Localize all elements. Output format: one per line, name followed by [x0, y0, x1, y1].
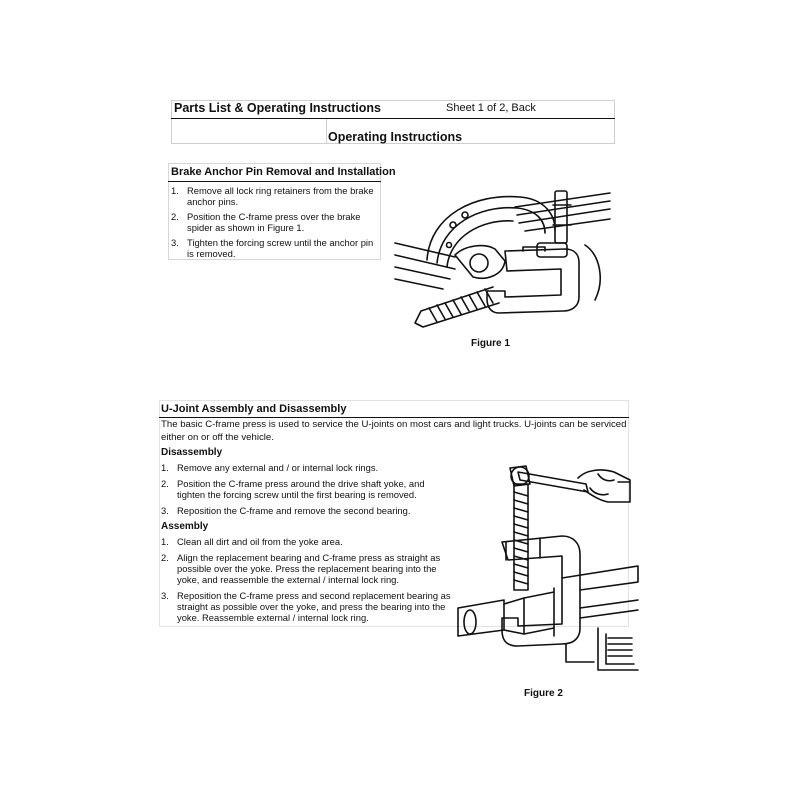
ujoint-section-rule — [159, 417, 629, 418]
step-text: Reposition the C-frame and remove the second bearing. — [177, 505, 411, 516]
disassembly-heading: Disassembly — [161, 447, 223, 458]
ujoint-intro: The basic C-frame press is used to service the U-joints on most cars and light trucks. U-joints can be serviced either on or off the vehicle. — [161, 419, 627, 443]
step-text: Reposition the C-frame press and second replacement bearing as straight as possible over the yoke, and press the bearing into the yoke. Reassemble external / internal lock ring. — [177, 590, 451, 623]
figure-2-illustration — [458, 458, 638, 680]
list-item — [171, 211, 376, 233]
ujoint-section-title: U-Joint Assembly and Disassembly — [161, 403, 347, 415]
assembly-heading: Assembly — [161, 521, 209, 532]
step-number: 1. — [161, 536, 169, 547]
figure-2-caption: Figure 2 — [524, 688, 563, 699]
step-number: 3. — [171, 237, 179, 248]
list-item — [161, 590, 451, 623]
list-item — [161, 536, 451, 547]
disassembly-steps-list — [161, 462, 451, 521]
step-number: 2. — [171, 211, 179, 222]
list-item — [161, 462, 451, 473]
subtitle-divider — [326, 119, 327, 144]
step-text: Clean all dirt and oil from the yoke area. — [177, 536, 343, 547]
step-number: 1. — [161, 462, 169, 473]
step-text: Remove all lock ring retainers from the brake anchor pins. — [187, 185, 374, 207]
step-text: Position the C-frame press around the drive shaft yoke, and tighten the forcing screw until the first bearing is removed. — [177, 478, 425, 500]
section-heading: Operating Instructions — [328, 130, 463, 144]
step-text: Position the C-frame press over the brake spider as shown in Figure 1. — [187, 211, 361, 233]
list-item — [171, 237, 376, 259]
step-number: 1. — [171, 185, 179, 196]
brake-section-title: Brake Anchor Pin Removal and Installation — [171, 166, 396, 178]
list-item — [161, 552, 451, 585]
step-number: 3. — [161, 505, 169, 516]
step-text: Align the replacement bearing and C-frame press as straight as possible over the yoke. Press the replacement bearing into the yoke, and reassemble the external / internal lock ring. — [177, 552, 441, 585]
brake-steps-list — [171, 185, 376, 263]
list-item — [161, 478, 451, 500]
assembly-steps-list — [161, 536, 451, 628]
figure-1-caption: Figure 1 — [471, 338, 510, 349]
step-number: 2. — [161, 552, 169, 563]
list-item — [171, 185, 376, 207]
step-text: Tighten the forcing screw until the anchor pin is removed. — [187, 237, 374, 259]
page-title: Parts List & Operating Instructions — [174, 101, 381, 115]
step-text: Remove any external and / or internal lock rings. — [177, 462, 379, 473]
sheet-label: Sheet 1 of 2, Back — [446, 102, 536, 114]
figure-1-illustration — [395, 185, 610, 330]
header-divider — [171, 118, 615, 119]
list-item — [161, 505, 451, 516]
step-number: 3. — [161, 590, 169, 601]
brake-section-rule — [168, 181, 381, 182]
step-number: 2. — [161, 478, 169, 489]
